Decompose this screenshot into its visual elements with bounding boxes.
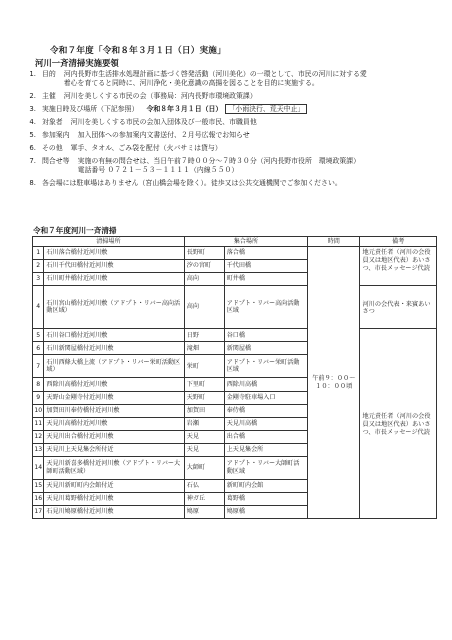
item-label: 問合せ等 bbox=[42, 156, 70, 165]
cleanup-location: 石川新関屋橋付近河川敷 bbox=[44, 342, 184, 355]
row-number: 13 bbox=[33, 443, 44, 456]
cleanup-location: 石川宮山橋付近河川敷（アドプト・リバー高向活動区域） bbox=[44, 286, 184, 329]
note-cell: 地元責任者（河川の会役員又は地区代表）あいさつ、市長メッセージ代読 bbox=[360, 247, 437, 286]
meeting-site: 葛野橋 bbox=[224, 493, 307, 506]
cleanup-location: 石川谷口橋付近河川敷 bbox=[44, 329, 184, 342]
table-title: 令和７年度河川一斉清掃 bbox=[33, 226, 117, 235]
weather-note: 「小雨決行、荒天中止」 bbox=[225, 104, 307, 114]
item-number: 6. bbox=[29, 143, 36, 152]
item-number: 4. bbox=[29, 118, 36, 127]
meeting-site: 千代田橋 bbox=[224, 260, 307, 273]
item-line: 電話番号 ０７２１－５３－１１１１（内線５５０） bbox=[77, 166, 239, 175]
meeting-site: 上天見集会所 bbox=[224, 443, 307, 456]
item-line: 河川を美しくする市民の会加入団体及び一般市民、市職員他 bbox=[70, 118, 257, 127]
header-location: 清掃場所 bbox=[33, 237, 185, 247]
list-item bbox=[14, 144, 434, 153]
list-item bbox=[14, 70, 434, 89]
item-line: 河川を美しくする市民の会（事務局：河内長野市環境政策課） bbox=[63, 92, 257, 101]
cleanup-location: 天見川高橋付近河川敷 bbox=[44, 417, 184, 430]
meeting-site: 町井橋 bbox=[224, 273, 307, 286]
item-number: 3. bbox=[29, 105, 36, 114]
row-number: 2 bbox=[33, 260, 44, 273]
district: 天見 bbox=[184, 430, 224, 443]
item-number: 2. bbox=[29, 92, 36, 101]
item-number: 8. bbox=[29, 178, 36, 187]
row-number: 12 bbox=[33, 430, 44, 443]
cleanup-location: 天見川上天見集会所付近 bbox=[44, 443, 184, 456]
row-number: 16 bbox=[33, 493, 44, 506]
cleanup-location: 天見川葛野橋付近河川敷 bbox=[44, 493, 184, 506]
item-text bbox=[78, 157, 434, 176]
row-number: 11 bbox=[33, 417, 44, 430]
row-number: 9 bbox=[33, 391, 44, 404]
meeting-site: 鳩原橋 bbox=[224, 506, 307, 519]
district: 天野町 bbox=[184, 391, 224, 404]
item-text bbox=[64, 92, 434, 101]
header-meeting-place: 集合場所 bbox=[184, 237, 307, 247]
district: 日野 bbox=[184, 329, 224, 342]
meeting-site: アドプト・リバー高向活動区域 bbox=[224, 286, 307, 329]
cleanup-location: 西除川高橋付近河川敷 bbox=[44, 378, 184, 391]
row-number: 15 bbox=[33, 480, 44, 493]
row-number: 4 bbox=[33, 286, 44, 329]
item-line: 加入団体への参加案内文書送付、２月号広報でお知らせ bbox=[77, 130, 250, 139]
item-number: 5. bbox=[29, 130, 36, 139]
header-notes: 備考 bbox=[360, 237, 437, 247]
item-label: 主催 bbox=[42, 92, 56, 101]
cleanup-location: 石川千代田橋付近河川敷 bbox=[44, 260, 184, 273]
item-text bbox=[146, 105, 434, 114]
table-row bbox=[33, 329, 437, 342]
meeting-site: アドプト・リバー大師町活動区域 bbox=[224, 457, 307, 480]
item-text bbox=[78, 131, 434, 140]
cleanup-location: 天野山金剛寺付近河川敷 bbox=[44, 391, 184, 404]
district: 石仏 bbox=[184, 480, 224, 493]
time-cell: 午前９：００～１０：００頃 bbox=[308, 247, 360, 519]
table-header-row bbox=[33, 237, 437, 247]
item-line: 軍手、タオル、ごみ袋を配付（火バサミは貸与） bbox=[70, 143, 222, 152]
district: 下里町 bbox=[184, 378, 224, 391]
district: 天見 bbox=[184, 443, 224, 456]
note-cell: 地元責任者（河川の会役員又は地区代表）あいさつ、市長メッセージ代読 bbox=[360, 329, 437, 519]
cleanup-location: 天見川出合橋付近河川敷 bbox=[44, 430, 184, 443]
meeting-site: 落合橋 bbox=[224, 247, 307, 260]
district: 長野町 bbox=[184, 247, 224, 260]
district: 高向 bbox=[184, 273, 224, 286]
row-number: 10 bbox=[33, 404, 44, 417]
table-row bbox=[33, 247, 437, 260]
meeting-site: 天見川高橋 bbox=[224, 417, 307, 430]
meeting-site: 奉侍橋 bbox=[224, 404, 307, 417]
cleanup-location: 石川落合橋付近河川敷 bbox=[44, 247, 184, 260]
district: 神ガ丘 bbox=[184, 493, 224, 506]
cleanup-location: 天見川新喜多橋付近河川敷（アドプト・リバー大師町活動区域） bbox=[44, 457, 184, 480]
list-item bbox=[14, 118, 434, 127]
item-label: 実施日時及び場所（下記参照） bbox=[42, 105, 139, 114]
cleanup-location: 石川西條大橋上流（アドプト・リバー栄町活動区域） bbox=[44, 355, 184, 378]
row-number: 14 bbox=[33, 457, 44, 480]
event-date: 令和８年３月１日（日） bbox=[146, 105, 223, 114]
list-item bbox=[14, 92, 434, 101]
district: 汐の宮町 bbox=[184, 260, 224, 273]
meeting-site: 新関屋橋 bbox=[224, 342, 307, 355]
list-item bbox=[14, 131, 434, 140]
row-number: 17 bbox=[33, 506, 44, 519]
header-time: 時間 bbox=[308, 237, 360, 247]
item-number: 1. bbox=[29, 70, 36, 78]
district: 岩瀬 bbox=[184, 417, 224, 430]
item-text bbox=[71, 118, 434, 127]
meeting-site: 西除川高橋 bbox=[224, 378, 307, 391]
row-number: 1 bbox=[33, 247, 44, 260]
guideline-list bbox=[14, 70, 434, 192]
meeting-site: 新町町内会館 bbox=[224, 480, 307, 493]
cleanup-location: 天見川新町町内会館付近 bbox=[44, 480, 184, 493]
note-cell: 河川の会代表・来賓あいさつ bbox=[360, 286, 437, 329]
row-number: 6 bbox=[33, 342, 44, 355]
document-subtitle: 河川一斉清掃実施要領 bbox=[35, 58, 119, 68]
row-number: 5 bbox=[33, 329, 44, 342]
item-line: 各会場には駐車場はありません（宮山橋会場を除く）。徒歩又は公共交通機関でご参加ください。 bbox=[42, 178, 342, 187]
item-line: 河内長野市生活排水処理計画に基づく啓発活動（河川美化）の一環として、市民の河川に対する愛 bbox=[63, 70, 367, 78]
district: 滝畑 bbox=[184, 342, 224, 355]
cleanup-location: 加賀田川奉侍橋付近河川敷 bbox=[44, 404, 184, 417]
district: 栄町 bbox=[184, 355, 224, 378]
item-label: 対象者 bbox=[42, 118, 63, 127]
item-label: 目的 bbox=[42, 70, 56, 78]
district: 大師町 bbox=[184, 457, 224, 480]
document-title: 令和７年度「令和８年３月１日（日）実施」 bbox=[50, 46, 226, 56]
item-number: 7. bbox=[29, 156, 36, 165]
item-label: 参加案内 bbox=[42, 130, 70, 139]
row-number: 7 bbox=[33, 355, 44, 378]
list-item bbox=[14, 179, 434, 188]
district: 鳩原 bbox=[184, 506, 224, 519]
district: 加賀田 bbox=[184, 404, 224, 417]
row-number: 8 bbox=[33, 378, 44, 391]
district: 高向 bbox=[184, 286, 224, 329]
meeting-site: アドプト・リバー栄町活動区域 bbox=[224, 355, 307, 378]
cleanup-location: 石見川鳩原橋付近河川敷 bbox=[44, 506, 184, 519]
item-text bbox=[42, 179, 434, 188]
list-item bbox=[14, 157, 434, 176]
item-line: 実施の有無の問合せは、当日午前７時００分～７時３０分（河内長野市役所 環境政策課） bbox=[77, 156, 361, 165]
cleanup-schedule-table bbox=[32, 236, 437, 519]
cleanup-location: 石川町井橋付近河川敷 bbox=[44, 273, 184, 286]
meeting-site: 谷口橋 bbox=[224, 329, 307, 342]
item-text bbox=[64, 70, 434, 89]
item-label: その他 bbox=[42, 143, 63, 152]
list-item bbox=[14, 105, 434, 114]
item-line: 着心を育てると同時に、河川浄化・美化意識の高揚を図ることを目的に実施する。 bbox=[63, 79, 319, 88]
item-text bbox=[71, 144, 434, 153]
meeting-site: 出合橋 bbox=[224, 430, 307, 443]
meeting-site: 金剛寺駐車場入口 bbox=[224, 391, 307, 404]
row-number: 3 bbox=[33, 273, 44, 286]
table-row bbox=[33, 286, 437, 329]
